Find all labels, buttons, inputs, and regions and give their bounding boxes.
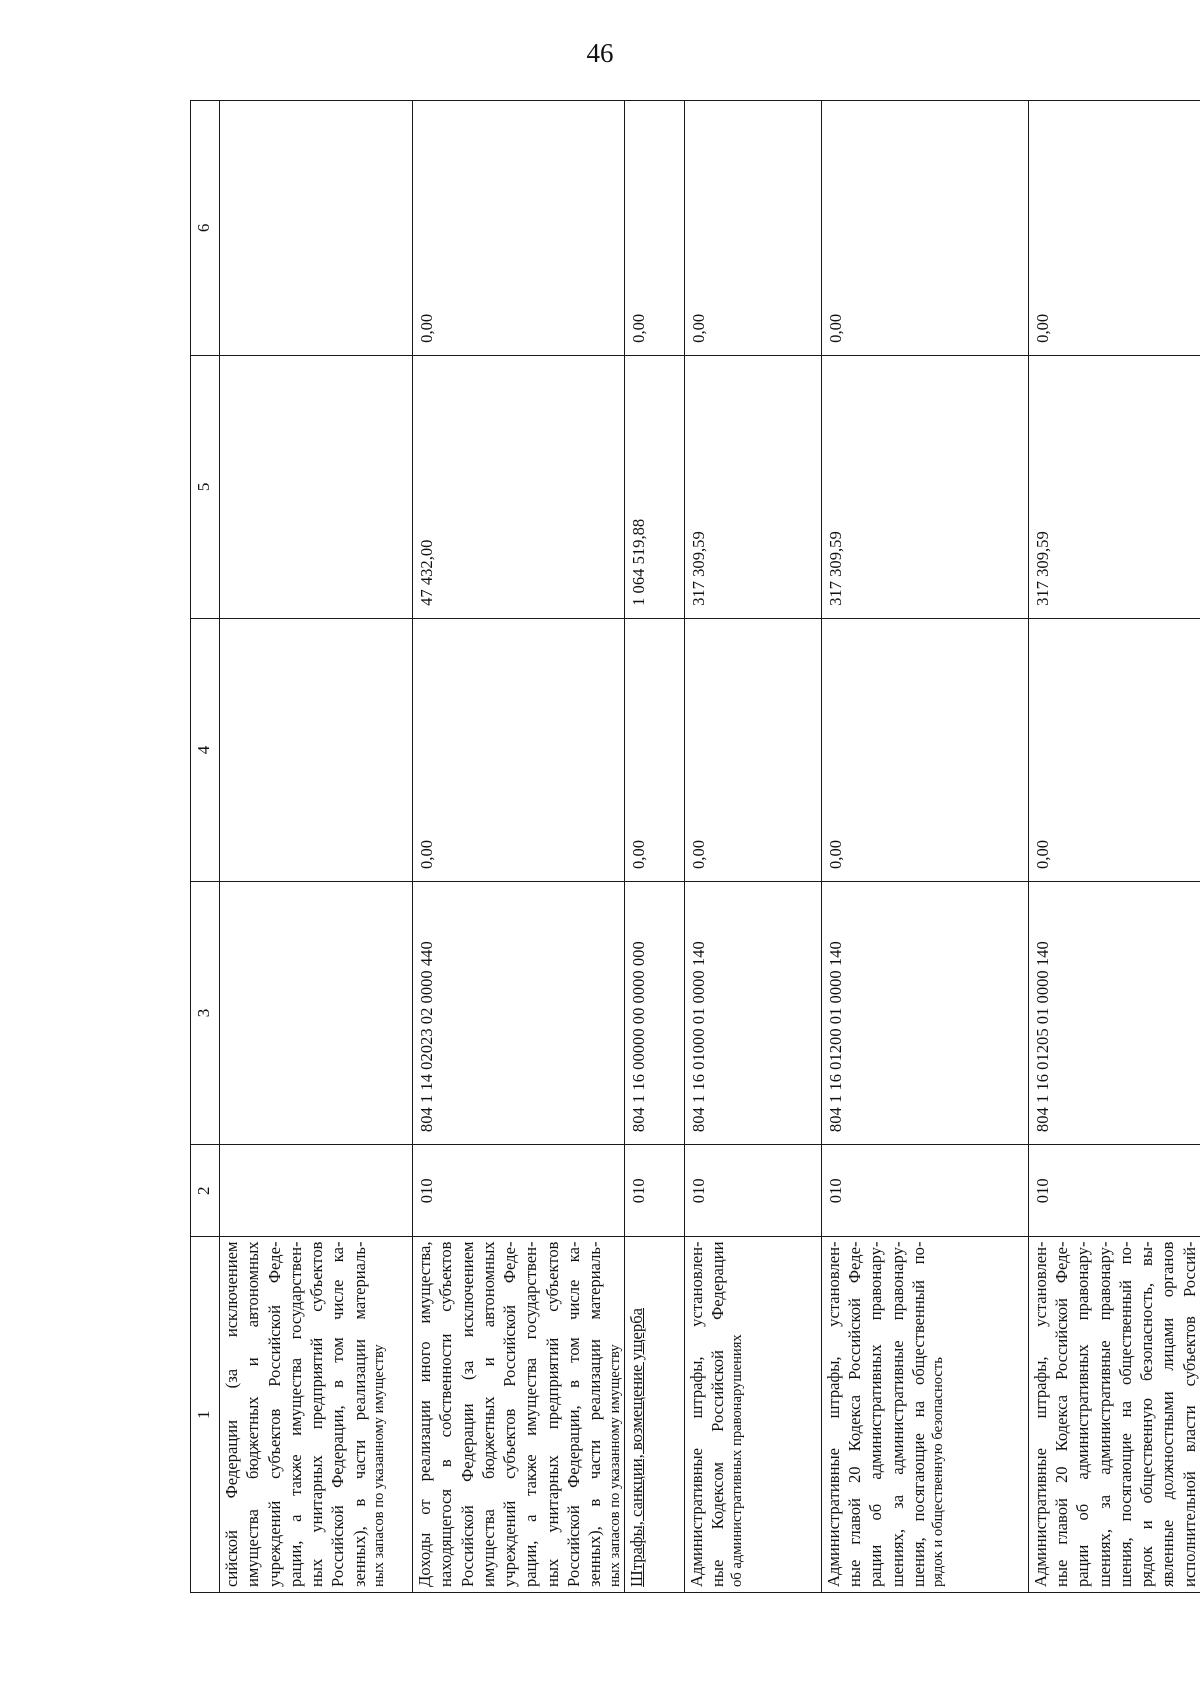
table-row bbox=[1028, 101, 1200, 1593]
row-budget-classification-code: 804 1 16 00000 00 0000 000 bbox=[624, 881, 684, 1144]
row-value-col-6: 0,00 bbox=[1028, 101, 1200, 356]
header-col-1: 1 bbox=[191, 1237, 220, 1593]
row-description bbox=[220, 1237, 413, 1593]
row-budget-classification-code bbox=[220, 881, 413, 1144]
row-value-col-6: 0,00 bbox=[821, 101, 1028, 356]
row-description bbox=[413, 1237, 625, 1593]
row-value-col-5: 317 309,59 bbox=[821, 355, 1028, 618]
description-line: шениях, за административные правонару- bbox=[1094, 1241, 1114, 1587]
row-value-col-5: 317 309,59 bbox=[684, 355, 821, 618]
row-code-010 bbox=[220, 1145, 413, 1237]
row-code-010: 010 bbox=[1028, 1145, 1200, 1237]
description-line-small: рядок и общественную безопасность bbox=[930, 1357, 947, 1587]
table-row bbox=[821, 101, 1028, 1593]
description-line: сийской Федерации (за исключением bbox=[222, 1241, 241, 1587]
row-value-col-4: 0,00 bbox=[821, 618, 1028, 881]
row-code-010: 010 bbox=[413, 1145, 625, 1237]
description-line: Российской Федерации, в том числе ка- bbox=[564, 1241, 584, 1587]
page-number: 46 bbox=[586, 38, 614, 68]
row-value-col-4: 0,00 bbox=[413, 618, 625, 881]
row-value-col-4 bbox=[220, 618, 413, 881]
row-description bbox=[821, 1237, 1028, 1593]
row-code-010: 010 bbox=[624, 1145, 684, 1237]
row-value-col-6: 0,00 bbox=[684, 101, 821, 356]
description-line: ные главой 20 Кодекса Российской Феде- bbox=[1051, 1241, 1071, 1587]
row-description bbox=[624, 1237, 684, 1593]
description-line: Административные штрафы, установлен- bbox=[1030, 1241, 1050, 1587]
description-line: Российской Федерации (за исключением bbox=[457, 1241, 477, 1587]
header-col-6: 6 bbox=[191, 101, 220, 356]
row-description bbox=[684, 1237, 821, 1593]
header-col-5: 5 bbox=[191, 355, 220, 618]
description-line: Российской Федерации, в том числе ка- bbox=[328, 1241, 348, 1587]
description-line: учреждений субъектов Российской Феде- bbox=[500, 1241, 520, 1587]
row-code-010: 010 bbox=[684, 1145, 821, 1237]
row-value-col-6: 0,00 bbox=[413, 101, 625, 356]
description-line: ных унитарных предприятий субъектов bbox=[307, 1241, 327, 1587]
row-budget-classification-code: 804 1 16 01200 01 0000 140 bbox=[821, 881, 1028, 1144]
description-line: рядок и общественную безопасность, вы- bbox=[1137, 1241, 1157, 1587]
description-line: шения, посягающие на общественный по- bbox=[908, 1241, 928, 1587]
description-line: шения, посягающие на общественный по- bbox=[1115, 1241, 1135, 1587]
rotated-table-container bbox=[190, 100, 1199, 1593]
description-line: ные Кодексом Российской Федерации bbox=[707, 1241, 727, 1587]
description-line-small: ных запасов по указанному имуществу bbox=[371, 1344, 388, 1587]
row-value-col-5 bbox=[220, 355, 413, 618]
revenue-table bbox=[190, 100, 1200, 1593]
description-line: рации, а также имущества государствен- bbox=[521, 1241, 541, 1587]
description-line: зенных), в части реализации материаль- bbox=[349, 1241, 369, 1587]
row-value-col-4: 0,00 bbox=[684, 618, 821, 881]
description-line: учреждений субъектов Российской Феде- bbox=[264, 1241, 284, 1587]
description-line: рации об административных правонару- bbox=[866, 1241, 886, 1587]
table-row bbox=[684, 101, 821, 1593]
row-code-010: 010 bbox=[821, 1145, 1028, 1237]
table-row bbox=[413, 101, 625, 1593]
row-value-col-5: 1 064 519,88 bbox=[624, 355, 684, 618]
description-line: находящегося в собственности субъектов bbox=[436, 1241, 456, 1587]
row-value-col-6 bbox=[220, 101, 413, 356]
description-line: явленные должностными лицами органов bbox=[1158, 1241, 1178, 1587]
table-row bbox=[624, 101, 684, 1593]
row-value-col-5: 47 432,00 bbox=[413, 355, 625, 618]
table-row bbox=[220, 101, 413, 1593]
description-line: имущества бюджетных и автономных bbox=[478, 1241, 498, 1587]
header-col-2: 2 bbox=[191, 1145, 220, 1237]
description-line: ных унитарных предприятий субъектов bbox=[542, 1241, 562, 1587]
row-value-col-4: 0,00 bbox=[1028, 618, 1200, 881]
description-line: рации об административных правонару- bbox=[1073, 1241, 1093, 1587]
description-line: Административные штрафы, установлен- bbox=[686, 1241, 706, 1587]
header-col-3: 3 bbox=[191, 881, 220, 1144]
row-budget-classification-code: 804 1 16 01205 01 0000 140 bbox=[1028, 881, 1200, 1144]
description-line: рации, а также имущества государствен- bbox=[285, 1241, 305, 1587]
row-value-col-6: 0,00 bbox=[624, 101, 684, 356]
description-line: Административные штрафы, установлен- bbox=[823, 1241, 843, 1587]
row-budget-classification-code: 804 1 14 02023 02 0000 440 bbox=[413, 881, 625, 1144]
description-line-small: ных запасов по указанному имуществу bbox=[606, 1344, 623, 1587]
row-budget-classification-code: 804 1 16 01000 01 0000 140 bbox=[684, 881, 821, 1144]
header-col-4: 4 bbox=[191, 618, 220, 881]
description-line: Штрафы, санкции, возмещение ущерба bbox=[626, 1307, 646, 1587]
header-row bbox=[191, 101, 220, 1593]
description-line: зенных), в части реализации материаль- bbox=[585, 1241, 605, 1587]
row-value-col-4: 0,00 bbox=[624, 618, 684, 881]
description-line: шениях, за административные правонару- bbox=[887, 1241, 907, 1587]
description-line: исполнительной власти субъектов Россий- bbox=[1179, 1241, 1199, 1587]
description-line: Доходы от реализации иного имущества, bbox=[415, 1241, 434, 1587]
description-line-small: об административных правонарушениях bbox=[729, 1334, 746, 1587]
row-value-col-5: 317 309,59 bbox=[1028, 355, 1200, 618]
description-line: ные главой 20 Кодекса Российской Феде- bbox=[844, 1241, 864, 1587]
description-line: имущества бюджетных и автономных bbox=[243, 1241, 263, 1587]
row-description bbox=[1028, 1237, 1200, 1593]
